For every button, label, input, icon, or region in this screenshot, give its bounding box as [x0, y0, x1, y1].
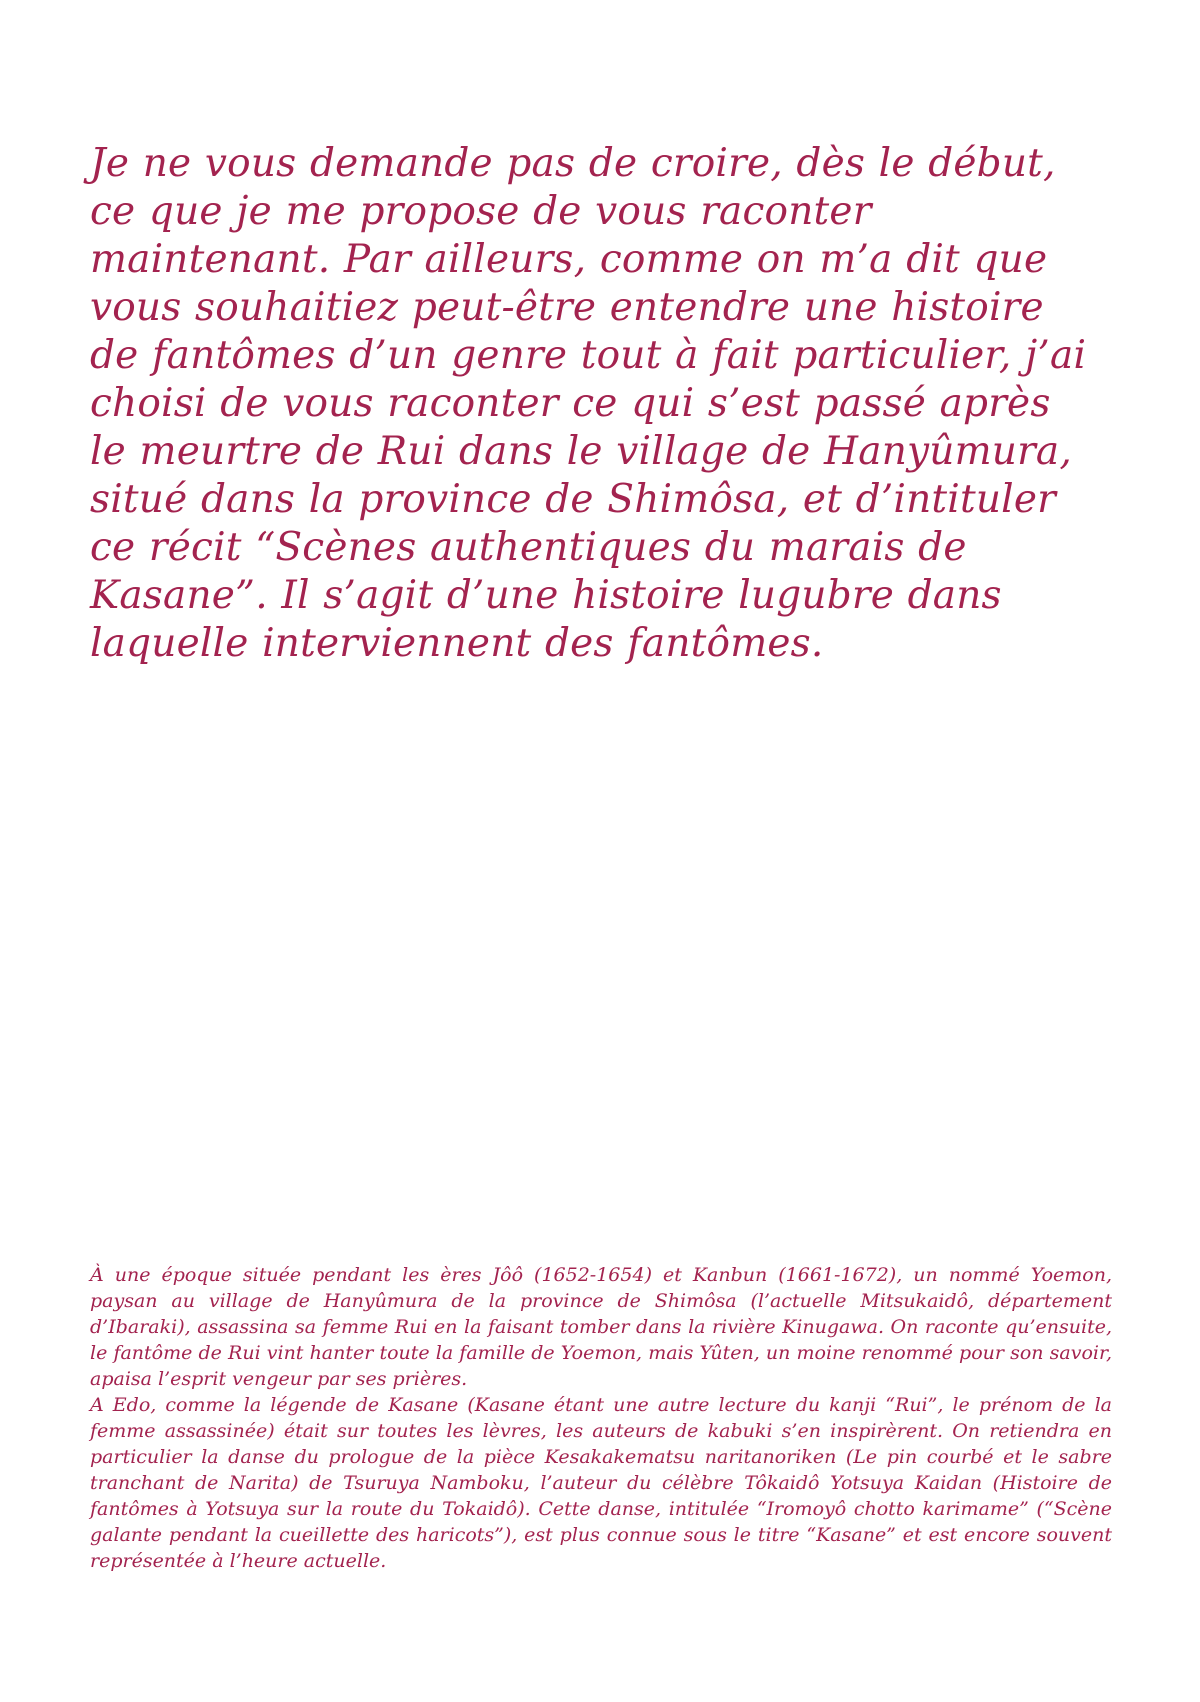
main-narrative-text: Je ne vous demande pas de croire, dès le début, ce que je me propose de vous raconter maintenant. Par ailleurs, comme on m’a dit que vous souhaitiez peut-être entendre une histoire de fantômes d’un genre tout à fait particulier, j’ai choisi de vous raconter ce qui s’est passé après le meurtre de Rui dans le village de Hanyûmura, situé dans la province de Shimôsa, et d’intituler ce récit “Scènes authentiques du marais de Kasane”. Il s’agit d’une histoire lugubre dans laquelle interviennent des fantômes. — [90, 141, 1087, 666]
historical-note — [90, 1262, 1112, 1574]
note-paragraph-2: A Edo, comme la légende de Kasane (Kasane étant une autre lecture du kanji “Rui”, le prénom de la femme assassinée) était sur toutes les lèvres, les auteurs de kabuki s’en inspirèrent. On retiendra en particulier la danse du prologue de la pièce Kesakakematsu naritanoriken (Le pin courbé et le sabre tranchant de Narita) de Tsuruya Namboku, l’auteur du célèbre Tôkaidô Yotsuya Kaidan (Histoire de fantômes à Yotsuya sur la route du Tokaidô). Cette danse, intitulée “Iromoyô chotto karimame” (“Scène galante pendant la cueillette des haricots”), est plus connue sous le titre “Kasane” et est encore souvent représentée à l’heure actuelle. — [90, 1394, 1112, 1572]
note-paragraph-1: À une époque située pendant les ères Jôô (1652-1654) et Kanbun (1661-1672), un nommé Yoemon, paysan au village de Hanyûmura de la province de Shimôsa (l’actuelle Mitsukaidô, département d’Ibaraki), assassina sa femme Rui en la faisant tomber dans la rivière Kinugawa. On raconte qu’ensuite, le fantôme de Rui vint hanter toute la famille de Yoemon, mais Yûten, un moine renommé pour son savoir, apaisa l’esprit vengeur par ses prières. — [90, 1264, 1112, 1390]
